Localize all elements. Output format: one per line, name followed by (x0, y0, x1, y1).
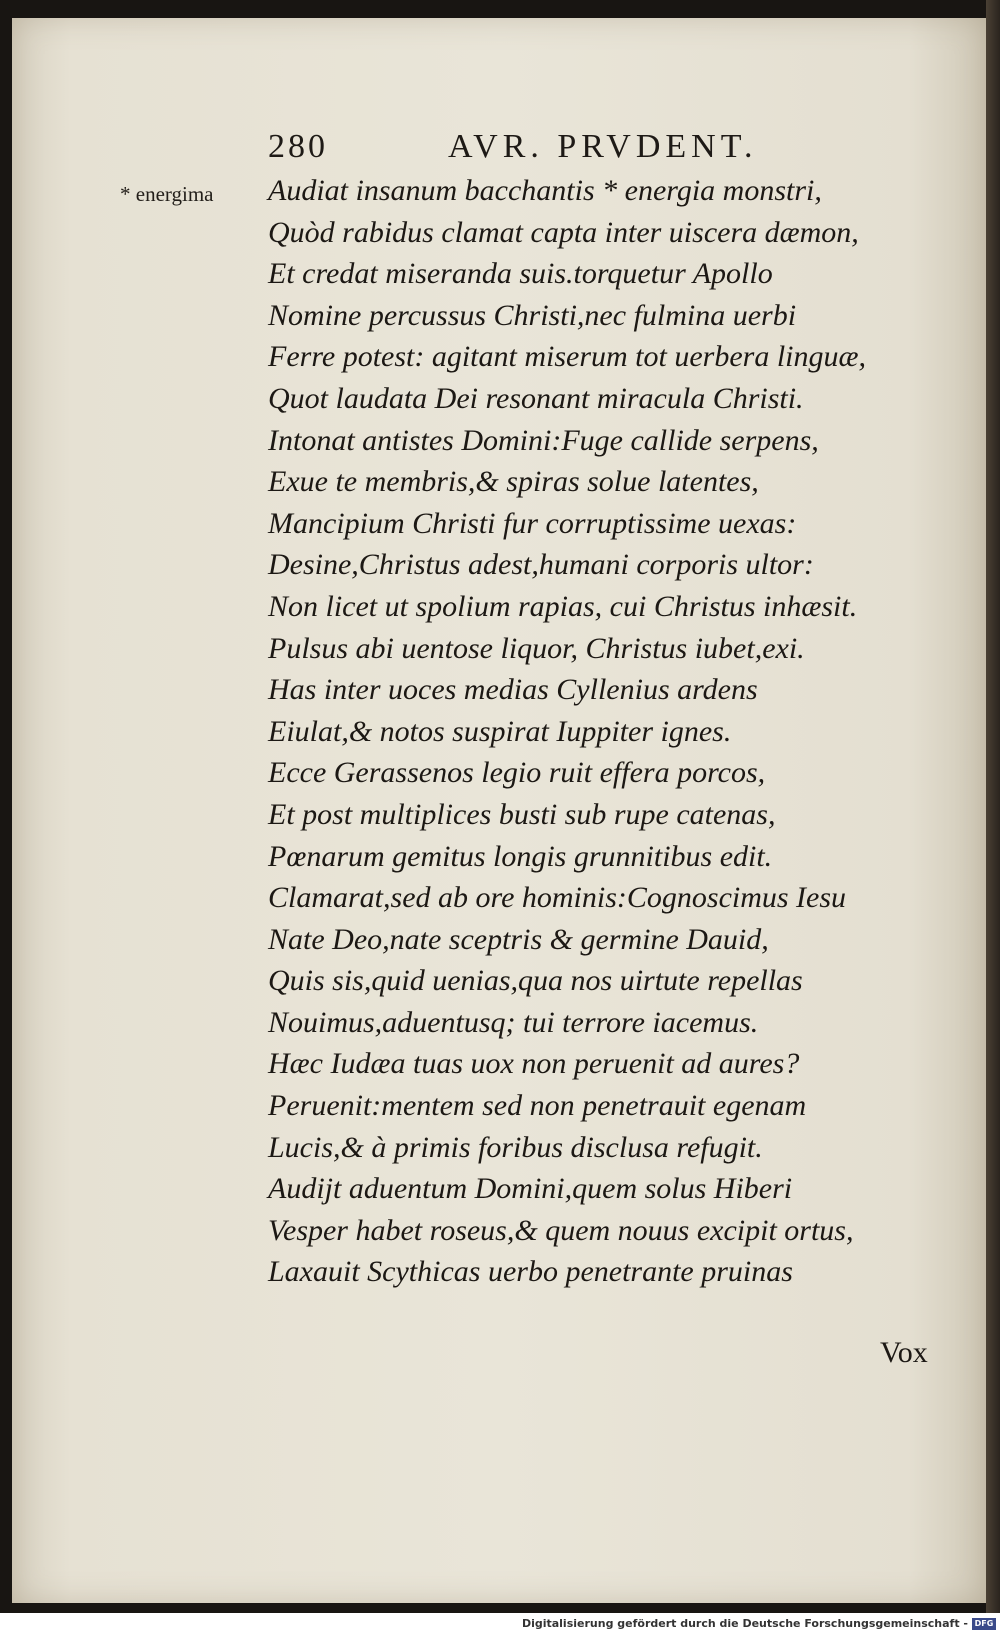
verse-line: Laxauit Scythicas uerbo penetrante pruinas (268, 1255, 793, 1289)
verse-line: Audiat insanum bacchantis * energia monstri, (268, 174, 822, 207)
verse-line: Has inter uoces medias Cyllenius ardens (268, 673, 758, 707)
verse-line: Quot laudata Dei resonant miracula Christi. (268, 381, 804, 415)
verse-line: Desine,Christus adest,humani corporis ultor: (268, 548, 814, 582)
verse-list (268, 170, 948, 1293)
verse-line: Nouimus,aduentusq; tui terrore iacemus. (268, 1005, 759, 1039)
verse-line: Quòd rabidus clamat capta inter uiscera dæmon, (268, 215, 859, 249)
catchword: Vox (880, 1336, 928, 1369)
verse-line: Eiulat,& notos suspirat Iuppiter ignes. (268, 714, 732, 748)
verse-line: Quis sis,quid uenias,qua nos uirtute repellas (268, 964, 803, 998)
footer-credit: Digitalisierung gefördert durch die Deutsche Forschungsgemeinschaft - (521, 1617, 968, 1630)
verse-line: Clamarat,sed ab ore hominis:Cognoscimus Iesu (268, 881, 847, 915)
verse-line: Mancipium Christi fur corruptissime uexas: (268, 506, 797, 540)
verse-line: Peruenit:mentem sed non penetrauit egenam (268, 1089, 807, 1123)
running-head: AVR. PRVDENT. (448, 128, 758, 165)
verse-line: Ferre potest: agitant miserum tot uerbera linguæ, (268, 340, 867, 374)
verse-line: Nomine percussus Christi,nec fulmina uerbi (268, 298, 797, 332)
marginal-note: * energima (120, 182, 214, 206)
page-edge (986, 0, 1000, 1613)
verse-line: Exue te membris,& spiras solue latentes, (268, 465, 759, 499)
dfg-logo: DFG (972, 1618, 996, 1630)
verse-line: Vesper habet roseus,& quem nouus excipit ortus, (268, 1213, 854, 1247)
page-header (268, 128, 808, 168)
verse-line: Pœnarum gemitus longis grunnitibus edit. (268, 839, 773, 873)
page-number: 280 (268, 128, 328, 165)
footer-bar (0, 1613, 1000, 1635)
verse-line: Intonat antistes Domini:Fuge callide serpens, (268, 423, 819, 457)
verse-line: Lucis,& à primis foribus disclusa refugit. (268, 1130, 763, 1164)
verse-line: Et post multiplices busti sub rupe catenas, (268, 797, 776, 831)
verse-line: Non licet ut spolium rapias, cui Christus inhæsit. (268, 589, 858, 623)
verse-line: Audijt aduentum Domini,quem solus Hiberi (268, 1172, 793, 1206)
verse-line: Pulsus abi uentose liquor, Christus iubet,exi. (268, 631, 805, 665)
verse-line: Ecce Gerassenos legio ruit effera porcos, (268, 756, 766, 790)
verse-line: Nate Deo,nate sceptris & germine Dauid, (268, 922, 769, 956)
verse-line: Hæc Iudæa tuas uox non peruenit ad aures? (268, 1047, 800, 1081)
verse-line: Et credat miseranda suis.torquetur Apollo (268, 257, 773, 291)
